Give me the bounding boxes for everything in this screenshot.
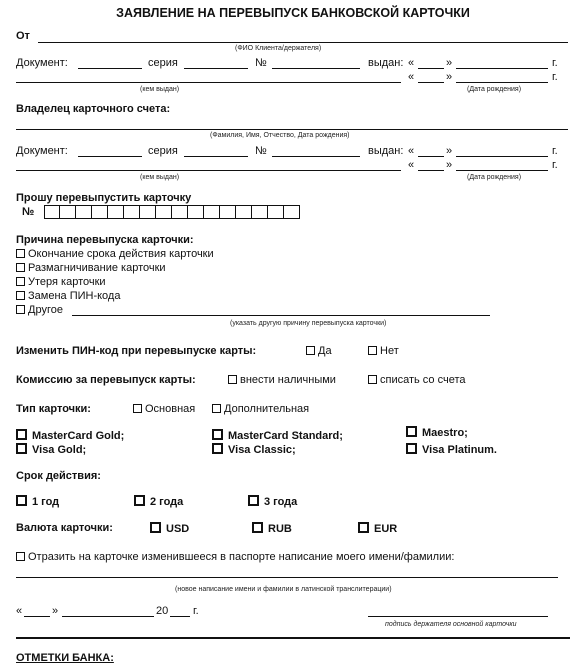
checkbox-icon: [406, 443, 417, 454]
product-option[interactable]: MasterCard Standard;: [212, 429, 343, 442]
product-option[interactable]: Visa Platinum.: [406, 443, 497, 456]
doc-field[interactable]: [78, 156, 142, 157]
quote-close: »: [446, 57, 453, 69]
product-option[interactable]: MasterCard Gold;: [16, 429, 124, 442]
card-number-cell[interactable]: [108, 205, 124, 219]
reason-option[interactable]: Утеря карточки: [16, 276, 106, 288]
term-option[interactable]: 2 года: [134, 495, 183, 508]
card-type-label: Тип карточки:: [16, 403, 91, 415]
series-field[interactable]: [184, 68, 248, 69]
checkbox-icon: [16, 552, 25, 561]
quote-open: «: [408, 159, 415, 171]
fee-account-option[interactable]: списать со счета: [368, 374, 466, 386]
number-sign: №: [255, 57, 267, 69]
birth-hint: (Дата рождения): [467, 86, 522, 93]
year-suffix: г.: [552, 57, 558, 69]
card-number-cell[interactable]: [172, 205, 188, 219]
doc-label: Документ:: [16, 57, 68, 69]
quote-close: »: [52, 605, 59, 617]
series-field[interactable]: [184, 156, 248, 157]
card-number-cell[interactable]: [92, 205, 108, 219]
checkbox-icon: [212, 443, 223, 454]
owner-hint: (Фамилия, Имя, Отчество, Дата рождения): [210, 132, 350, 139]
birth-day-field[interactable]: [418, 82, 444, 83]
signature-field[interactable]: [368, 616, 548, 617]
card-number-cell[interactable]: [236, 205, 252, 219]
issue-day-field[interactable]: [418, 68, 444, 69]
product-option[interactable]: Visa Gold;: [16, 443, 86, 456]
birth-hint: (Дата рождения): [467, 174, 522, 181]
checkbox-icon: [306, 346, 315, 355]
reason-option[interactable]: Окончание срока действия карточки: [16, 248, 214, 260]
quote-close: »: [446, 145, 453, 157]
other-reason-field[interactable]: [72, 315, 490, 316]
latin-name-field[interactable]: [16, 577, 558, 578]
checkbox-icon: [368, 375, 377, 384]
card-number-cell[interactable]: [44, 205, 60, 219]
quote-open: «: [408, 71, 415, 83]
name-change-option[interactable]: Отразить на карточке изменившееся в паспорте написание моего имени/фамилии:: [16, 551, 454, 563]
card-number-cell[interactable]: [76, 205, 92, 219]
other-hint: (указать другую причину перевыпуска карточки): [230, 320, 387, 327]
divider: [16, 637, 570, 639]
sign-day-field[interactable]: [24, 616, 50, 617]
card-number-cell[interactable]: [60, 205, 76, 219]
owner-field[interactable]: [16, 129, 568, 130]
card-number-cell[interactable]: [188, 205, 204, 219]
checkbox-icon: [16, 429, 27, 440]
from-field[interactable]: [38, 42, 568, 43]
sign-year-field[interactable]: [170, 616, 190, 617]
fee-cash-option[interactable]: внести наличными: [228, 374, 336, 386]
card-number-cell[interactable]: [284, 205, 300, 219]
checkbox-icon: [358, 522, 369, 533]
checkbox-icon: [406, 426, 417, 437]
year-suffix: г.: [552, 145, 558, 157]
pin-yes-option[interactable]: Да: [306, 345, 332, 357]
number-sign: №: [255, 145, 267, 157]
checkbox-icon: [16, 249, 25, 258]
reason-option[interactable]: Размагничивание карточки: [16, 262, 166, 274]
quote-close: »: [446, 71, 453, 83]
issued-label: выдан:: [368, 57, 404, 69]
checkbox-icon: [252, 522, 263, 533]
pin-label: Изменить ПИН-код при перевыпуске карты:: [16, 345, 257, 357]
card-number-cell[interactable]: [156, 205, 172, 219]
checkbox-icon: [212, 429, 223, 440]
checkbox-icon: [16, 277, 25, 286]
owner-label: Владелец карточного счета:: [16, 103, 171, 115]
quote-open: «: [16, 605, 23, 617]
term-option[interactable]: 1 год: [16, 495, 59, 508]
issued-by-hint: (кем выдан): [140, 174, 180, 181]
year-suffix: г.: [552, 71, 558, 83]
issue-day-field[interactable]: [418, 156, 444, 157]
checkbox-icon: [16, 443, 27, 454]
quote-close: »: [446, 159, 453, 171]
from-label: От: [16, 30, 30, 42]
checkbox-icon: [150, 522, 161, 533]
client-hint: (ФИО Клиента/держателя): [235, 45, 322, 52]
issued-by-field[interactable]: [16, 170, 401, 171]
card-number-cell[interactable]: [220, 205, 236, 219]
reason-option[interactable]: Другое: [16, 304, 63, 316]
year-suffix: г.: [193, 605, 199, 617]
checkbox-icon: [16, 263, 25, 272]
checkbox-icon: [16, 291, 25, 300]
checkbox-icon: [134, 495, 145, 506]
page-title: ЗАЯВЛЕНИЕ НА ПЕРЕВЫПУСК БАНКОВСКОЙ КАРТОЧКИ: [116, 6, 470, 20]
latin-hint: (новое написание имени и фамилии в латинской транслитерации): [175, 586, 392, 593]
bank-marks-label: ОТМЕТКИ БАНКА:: [16, 652, 114, 664]
checkbox-icon: [16, 305, 25, 314]
checkbox-icon: [248, 495, 259, 506]
product-option[interactable]: Maestro;: [406, 426, 468, 439]
currency-option[interactable]: USD: [150, 522, 189, 535]
term-option[interactable]: 3 года: [248, 495, 297, 508]
product-option[interactable]: Visa Classic;: [212, 443, 296, 456]
currency-option[interactable]: EUR: [358, 522, 397, 535]
issued-label: выдан:: [368, 145, 404, 157]
pin-no-option[interactable]: Нет: [368, 345, 399, 357]
number-field[interactable]: [272, 156, 360, 157]
card-main-option[interactable]: Основная: [133, 403, 195, 415]
issue-month-field[interactable]: [456, 68, 548, 69]
sign-month-field[interactable]: [62, 616, 154, 617]
card-number-cell[interactable]: [140, 205, 156, 219]
card-number-cell[interactable]: [124, 205, 140, 219]
checkbox-icon: [16, 495, 27, 506]
quote-open: «: [408, 145, 415, 157]
reason-option[interactable]: Замена ПИН-кода: [16, 290, 120, 302]
reissue-label: Прошу перевыпустить карточку: [16, 192, 192, 204]
reasons-title: Причина перевыпуска карточки:: [16, 234, 194, 246]
birth-month-field[interactable]: [456, 82, 548, 83]
doc-label: Документ:: [16, 145, 68, 157]
number-sign: №: [22, 206, 35, 218]
year-suffix: г.: [552, 159, 558, 171]
card-number-cell[interactable]: [252, 205, 268, 219]
checkbox-icon: [368, 346, 377, 355]
doc-field[interactable]: [78, 68, 142, 69]
checkbox-icon: [133, 404, 142, 413]
birth-day-field[interactable]: [418, 170, 444, 171]
fee-label: Комиссию за перевыпуск карты:: [16, 374, 196, 386]
checkbox-icon: [212, 404, 221, 413]
number-field[interactable]: [272, 68, 360, 69]
birth-month-field[interactable]: [456, 170, 548, 171]
currency-option[interactable]: RUB: [252, 522, 292, 535]
checkbox-icon: [228, 375, 237, 384]
series-label: серия: [148, 145, 178, 157]
card-number-cell[interactable]: [204, 205, 220, 219]
card-extra-option[interactable]: Дополнительная: [212, 403, 309, 415]
term-label: Срок действия:: [16, 470, 101, 482]
quote-open: «: [408, 57, 415, 69]
issued-by-hint: (кем выдан): [140, 86, 180, 93]
issue-month-field[interactable]: [456, 156, 548, 157]
card-number-cell[interactable]: [268, 205, 284, 219]
year-prefix: 20: [156, 605, 169, 617]
signature-hint: подпись держателя основной карточки: [385, 621, 517, 628]
issued-by-field[interactable]: [16, 82, 401, 83]
currency-label: Валюта карточки:: [16, 522, 113, 534]
series-label: серия: [148, 57, 178, 69]
